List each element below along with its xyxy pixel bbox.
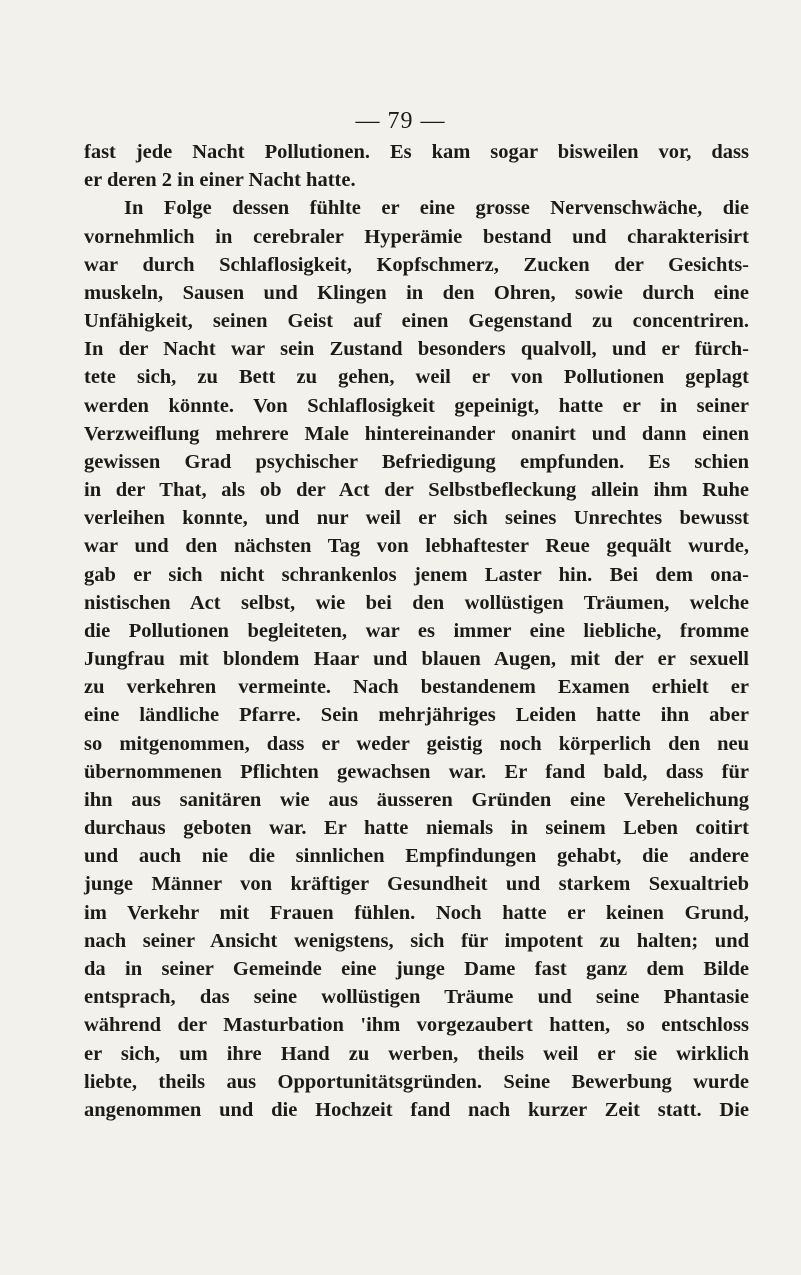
text-line: Jungfrau mit blondem Haar und blauen Augen, mit der er sexuell bbox=[84, 648, 749, 671]
text-line: Verzweiflung mehrere Male hintereinander onanirt und dann einen bbox=[84, 422, 749, 445]
text-line: Unfähigkeit, seinen Geist auf einen Gegenstand zu concentriren. bbox=[84, 310, 749, 333]
text-line: junge Männer von kräftiger Gesundheit und starkem Sexualtrieb bbox=[84, 873, 749, 896]
text-line: angenommen und die Hochzeit fand nach kurzer Zeit statt. Die bbox=[84, 1098, 749, 1121]
text-line: in der That, als ob der Act der Selbstbefleckung allein ihm Ruhe bbox=[84, 479, 749, 502]
text-line: übernommenen Pflichten gewachsen war. Er fand bald, dass für bbox=[84, 760, 749, 783]
text-line: so mitgenommen, dass er weder geistig noch körperlich den neu bbox=[84, 732, 749, 755]
text-line: zu verkehren vermeinte. Nach bestandenem Examen erhielt er bbox=[84, 676, 749, 699]
text-line: er sich, um ihre Hand zu werben, theils weil er sie wirklich bbox=[84, 1042, 749, 1065]
text-line: liebte, theils aus Opportunitätsgründen. Seine Bewerbung wurde bbox=[84, 1070, 749, 1093]
text-line: ihn aus sanitären wie aus äusseren Gründen eine Verehelichung bbox=[84, 788, 749, 811]
text-line: nistischen Act selbst, wie bei den wollüstigen Träumen, welche bbox=[84, 591, 749, 614]
body-text bbox=[84, 138, 749, 1124]
text-line: gab er sich nicht schrankenlos jenem Laster hin. Bei dem ona- bbox=[84, 563, 749, 586]
text-line: entsprach, das seine wollüstigen Träume und seine Phantasie bbox=[84, 986, 749, 1009]
text-line: im Verkehr mit Frauen fühlen. Noch hatte er keinen Grund, bbox=[84, 901, 749, 924]
text-line: verleihen konnte, und nur weil er sich seines Unrechtes bewusst bbox=[84, 507, 749, 530]
text-line: durchaus geboten war. Er hatte niemals in seinem Leben coitirt bbox=[84, 817, 749, 840]
text-line: werden könnte. Von Schlaflosigkeit gepeinigt, hatte er in seiner bbox=[84, 394, 749, 417]
text-line: fast jede Nacht Pollutionen. Es kam sogar bisweilen vor, dass bbox=[84, 141, 749, 163]
text-line: In der Nacht war sein Zustand besonders qualvoll, und er fürch- bbox=[84, 338, 749, 361]
text-line: vornehmlich in cerebraler Hyperämie bestand und charakterisirt bbox=[84, 225, 749, 248]
text-line: eine ländliche Pfarre. Sein mehrjähriges Leiden hatte ihn aber bbox=[84, 704, 749, 727]
text-line: gewissen Grad psychischer Befriedigung empfunden. Es schien bbox=[84, 450, 749, 473]
text-line: muskeln, Sausen und Klingen in den Ohren, sowie durch eine bbox=[84, 281, 749, 304]
text-line: war und den nächsten Tag von lebhaftester Reue gequält wurde, bbox=[84, 535, 749, 558]
text-line: nach seiner Ansicht wenigstens, sich für impotent zu halten; und bbox=[84, 929, 749, 952]
text-line: war durch Schlaflosigkeit, Kopfschmerz, Zucken der Gesichts- bbox=[84, 253, 749, 276]
text-line: tete sich, zu Bett zu gehen, weil er von Pollutionen geplagt bbox=[84, 366, 749, 389]
text-line: die Pollutionen begleiteten, war es immer eine liebliche, fromme bbox=[84, 619, 749, 642]
text-line: während der Masturbation 'ihm vorgezaubert hatten, so entschloss bbox=[84, 1014, 749, 1037]
text-line: In Folge dessen fühlte er eine grosse Nervenschwäche, die bbox=[124, 197, 749, 220]
page-number: — 79 — bbox=[355, 108, 446, 134]
text-line: da in seiner Gemeinde eine junge Dame fast ganz dem Bilde bbox=[84, 957, 749, 980]
text-line: und auch nie die sinnlichen Empfindungen gehabt, die andere bbox=[84, 845, 749, 868]
text-line: er deren 2 in einer Nacht hatte. bbox=[84, 169, 356, 192]
